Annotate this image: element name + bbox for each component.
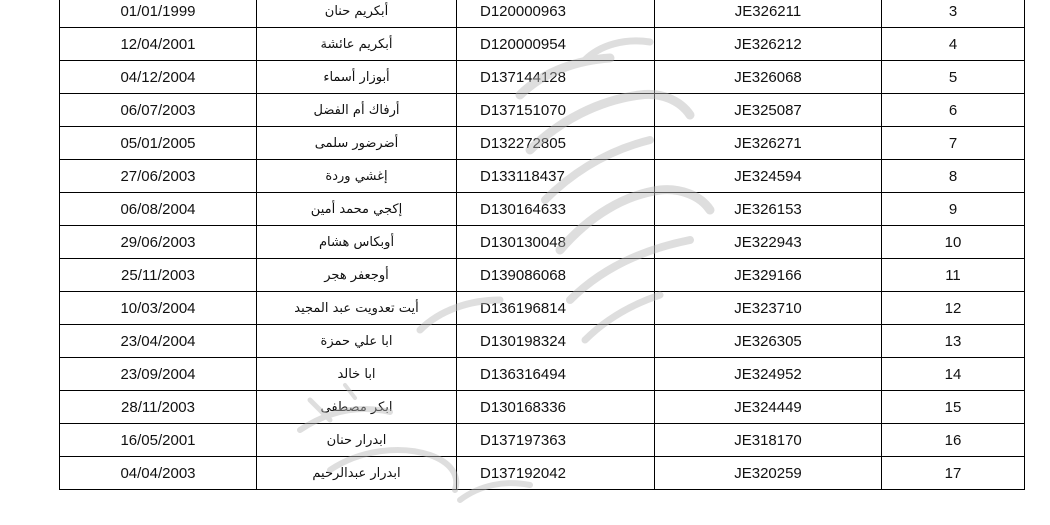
student-code-cell: JE324449 (655, 391, 882, 424)
student-code-cell: JE320259 (655, 457, 882, 490)
student-name-cell: ابا علي حمزة (257, 325, 457, 358)
national-id-cell: D137151070 (457, 94, 655, 127)
national-id-cell: D137144128 (457, 61, 655, 94)
student-code-cell: JE326305 (655, 325, 882, 358)
national-id-cell: D132272805 (457, 127, 655, 160)
row-number-cell: 7 (882, 127, 1025, 160)
birth-date-cell: 27/06/2003 (60, 160, 257, 193)
national-id-cell: D136196814 (457, 292, 655, 325)
table-row (60, 193, 1025, 226)
student-code-cell: JE325087 (655, 94, 882, 127)
table-row (60, 325, 1025, 358)
student-code-cell: JE324594 (655, 160, 882, 193)
national-id-cell: D139086068 (457, 259, 655, 292)
table-row (60, 226, 1025, 259)
table-row (60, 28, 1025, 61)
birth-date-cell: 04/12/2004 (60, 61, 257, 94)
birth-date-cell: 10/03/2004 (60, 292, 257, 325)
student-code-cell: JE326211 (655, 0, 882, 28)
table-row (60, 358, 1025, 391)
student-code-cell: JE322943 (655, 226, 882, 259)
table-row (60, 0, 1025, 28)
national-id-cell: D130130048 (457, 226, 655, 259)
student-name-cell: ابا خالد (257, 358, 457, 391)
student-code-cell: JE318170 (655, 424, 882, 457)
national-id-cell: D120000963 (457, 0, 655, 28)
birth-date-cell: 16/05/2001 (60, 424, 257, 457)
row-number-cell: 4 (882, 28, 1025, 61)
birth-date-cell: 29/06/2003 (60, 226, 257, 259)
national-id-cell: D130168336 (457, 391, 655, 424)
student-name-cell: أبوزار أسماء (257, 61, 457, 94)
row-number-cell: 15 (882, 391, 1025, 424)
national-id-cell: D130198324 (457, 325, 655, 358)
student-code-cell: JE326068 (655, 61, 882, 94)
student-name-cell: أيت تعدويت عبد المجيد (257, 292, 457, 325)
birth-date-cell: 06/07/2003 (60, 94, 257, 127)
national-id-cell: D130164633 (457, 193, 655, 226)
birth-date-cell: 06/08/2004 (60, 193, 257, 226)
row-number-cell: 8 (882, 160, 1025, 193)
birth-date-cell: 25/11/2003 (60, 259, 257, 292)
student-table-body (60, 0, 1025, 490)
row-number-cell: 17 (882, 457, 1025, 490)
row-number-cell: 12 (882, 292, 1025, 325)
birth-date-cell: 12/04/2001 (60, 28, 257, 61)
row-number-cell: 10 (882, 226, 1025, 259)
row-number-cell: 5 (882, 61, 1025, 94)
row-number-cell: 6 (882, 94, 1025, 127)
national-id-cell: D137192042 (457, 457, 655, 490)
student-name-cell: أوبكاس هشام (257, 226, 457, 259)
row-number-cell: 3 (882, 0, 1025, 28)
row-number-cell: 9 (882, 193, 1025, 226)
student-name-cell: أرفاك أم الفضل (257, 94, 457, 127)
row-number-cell: 14 (882, 358, 1025, 391)
table-row (60, 160, 1025, 193)
table-row (60, 259, 1025, 292)
student-name-cell: ابدرار حنان (257, 424, 457, 457)
student-name-cell: إكجي محمد أمين (257, 193, 457, 226)
table-row (60, 127, 1025, 160)
national-id-cell: D136316494 (457, 358, 655, 391)
national-id-cell: D120000954 (457, 28, 655, 61)
student-code-cell: JE326153 (655, 193, 882, 226)
student-name-cell: أضرضور سلمى (257, 127, 457, 160)
birth-date-cell: 23/09/2004 (60, 358, 257, 391)
birth-date-cell: 28/11/2003 (60, 391, 257, 424)
row-number-cell: 16 (882, 424, 1025, 457)
student-code-cell: JE326212 (655, 28, 882, 61)
student-name-cell: أبكريم حنان (257, 0, 457, 28)
national-id-cell: D133118437 (457, 160, 655, 193)
row-number-cell: 11 (882, 259, 1025, 292)
table-row (60, 292, 1025, 325)
national-id-cell: D137197363 (457, 424, 655, 457)
table-row (60, 424, 1025, 457)
student-name-cell: ابكر مصطفى (257, 391, 457, 424)
birth-date-cell: 05/01/2005 (60, 127, 257, 160)
table-row (60, 94, 1025, 127)
student-code-cell: JE326271 (655, 127, 882, 160)
table-row (60, 61, 1025, 94)
row-number-cell: 13 (882, 325, 1025, 358)
student-name-cell: أبكريم عائشة (257, 28, 457, 61)
birth-date-cell: 04/04/2003 (60, 457, 257, 490)
student-name-cell: ابدرار عبدالرحيم (257, 457, 457, 490)
table-row (60, 457, 1025, 490)
student-name-cell: إغشي وردة (257, 160, 457, 193)
student-name-cell: أوجعفر هجر (257, 259, 457, 292)
student-code-cell: JE324952 (655, 358, 882, 391)
student-table (59, 0, 1025, 490)
student-code-cell: JE329166 (655, 259, 882, 292)
table-row (60, 391, 1025, 424)
birth-date-cell: 01/01/1999 (60, 0, 257, 28)
birth-date-cell: 23/04/2004 (60, 325, 257, 358)
student-code-cell: JE323710 (655, 292, 882, 325)
